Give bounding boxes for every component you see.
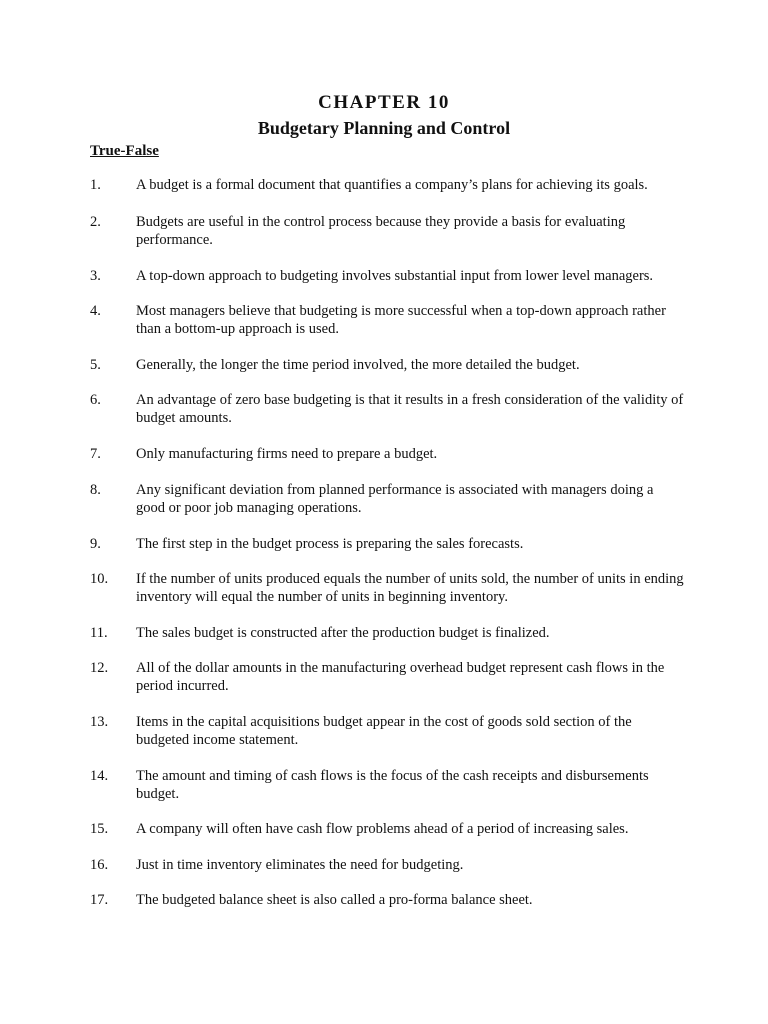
question-text: The sales budget is constructed after the production budget is finalized. [136,625,550,641]
question-text: Most managers believe that budgeting is more successful when a top-down approach rather than a bottom-up approach is used. [136,303,666,337]
question-text: Generally, the longer the time period involved, the more detailed the budget. [136,357,580,373]
question-text: An advantage of zero base budgeting is that it results in a fresh consideration of the validity of budget amounts. [136,392,684,426]
question-number: 10. [90,571,109,587]
question-text: A top-down approach to budgeting involves substantial input from lower level managers. [136,268,654,284]
question-number: 3. [90,268,101,284]
question-number: 4. [90,303,101,319]
question-text: Any significant deviation from planned performance is associated with managers doing a good or poor job managing operations. [136,482,654,516]
question-text: Items in the capital acquisitions budget appear in the cost of goods sold section of the budgeted income statement. [136,714,632,748]
question-text: If the number of units produced equals the number of units sold, the number of units in ending inventory will equal the number of units in beginning inventory. [136,571,684,605]
question-number: 7. [90,446,101,462]
question-number: 5. [90,357,101,373]
question-number: 14. [90,768,109,784]
question-text: Only manufacturing firms need to prepare a budget. [136,446,438,462]
question-number: 15. [90,821,109,837]
question-text: The first step in the budget process is preparing the sales forecasts. [136,536,524,552]
question-number: 12. [90,660,109,676]
question-number: 1. [90,177,101,193]
question-number: 2. [90,214,101,230]
question-number: 8. [90,482,101,498]
question-number: 13. [90,714,109,730]
question-text: All of the dollar amounts in the manufacturing overhead budget represent cash flows in the period incurred. [136,660,665,694]
question-text: Just in time inventory eliminates the need for budgeting. [136,857,464,873]
question-text: The budgeted balance sheet is also called a pro-forma balance sheet. [136,892,533,908]
question-number: 17. [90,892,109,908]
chapter-title: Budgetary Planning and Control [257,118,511,138]
section-heading: True-False [90,143,159,159]
chapter-heading: CHAPTER 10 [318,92,450,113]
question-number: 6. [90,392,101,408]
question-text: Budgets are useful in the control process because they provide a basis for evaluating performance. [136,214,626,248]
question-text: A budget is a formal document that quantifies a company’s plans for achieving its goals. [136,177,648,193]
question-number: 9. [90,536,101,552]
question-number: 11. [90,625,108,641]
question-text: The amount and timing of cash flows is the focus of the cash receipts and disbursements budget. [136,768,649,802]
question-text: A company will often have cash flow problems ahead of a period of increasing sales. [136,821,629,837]
question-number: 16. [90,857,109,873]
